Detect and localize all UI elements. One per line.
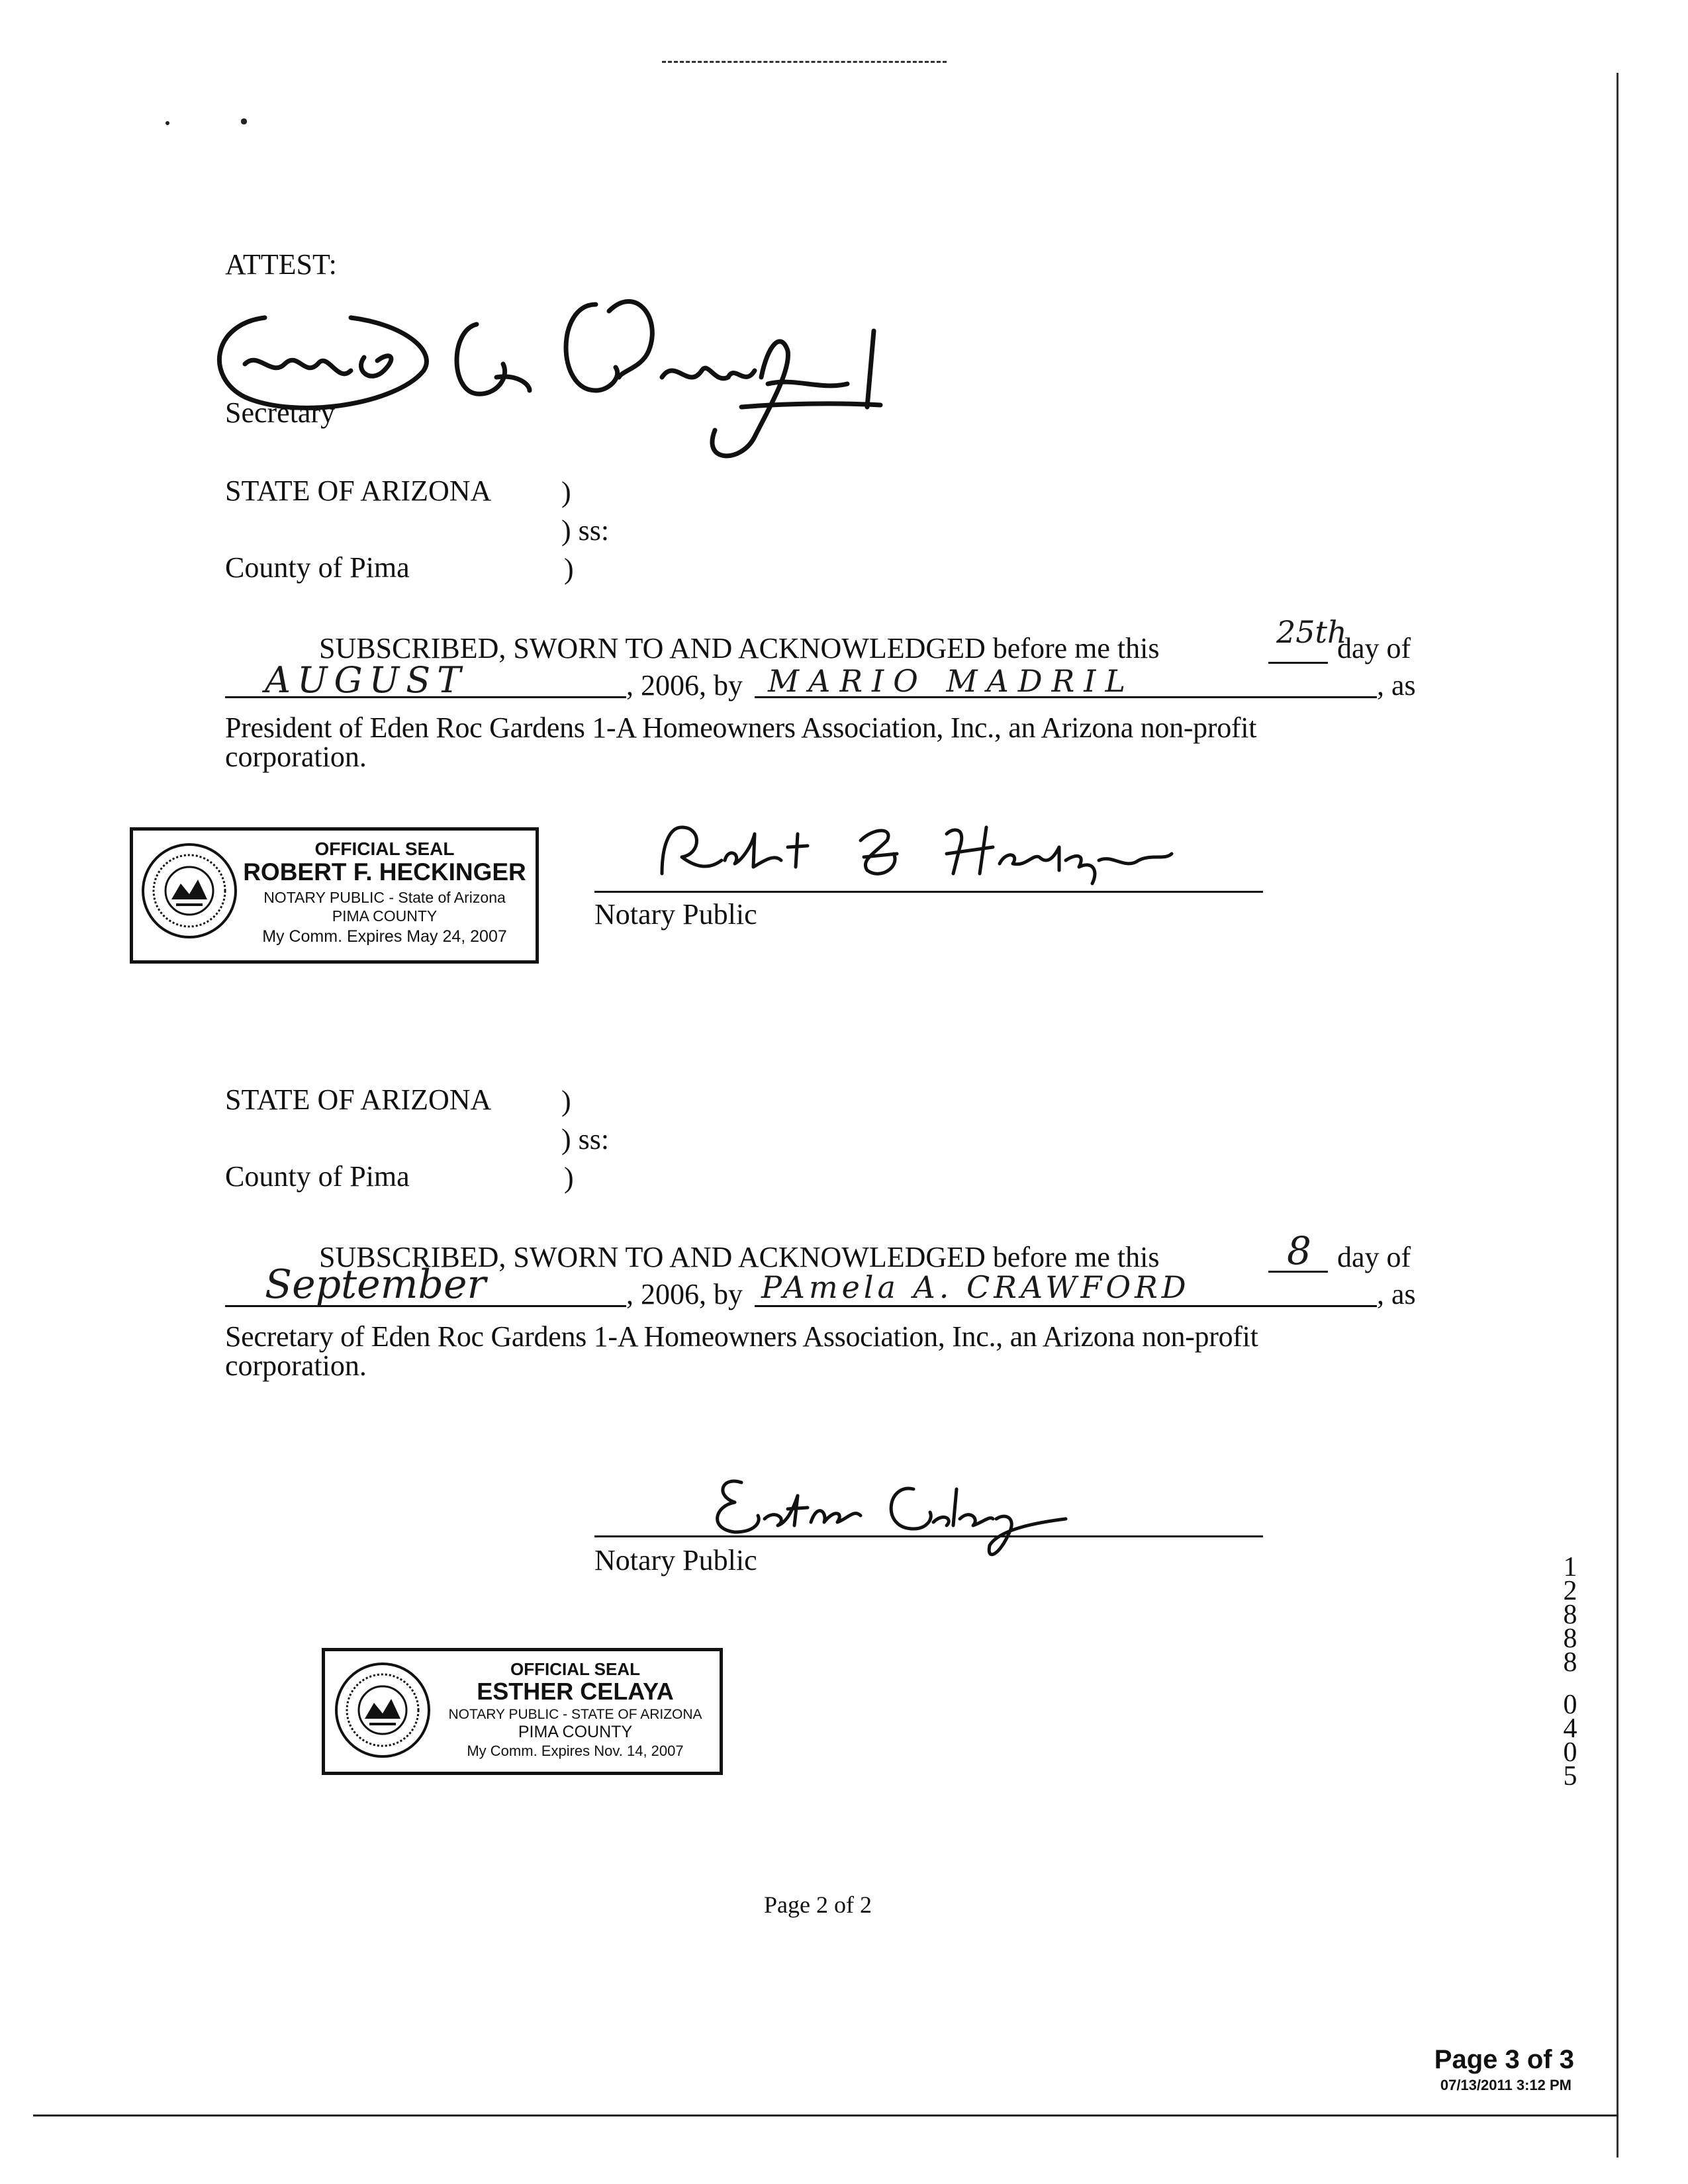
- notary-1-signature: [635, 807, 1192, 900]
- venue-paren-1: ): [561, 476, 571, 508]
- ack-as-2: , as: [1377, 1278, 1416, 1310]
- seal-2-line-1: NOTARY PUBLIC - STATE OF ARIZONA: [448, 1707, 702, 1722]
- scan-artifact-top: [662, 61, 947, 65]
- seal-2-line-3: My Comm. Expires Nov. 14, 2007: [467, 1743, 684, 1759]
- ack-as-1: , as: [1377, 669, 1416, 702]
- attest-signature: [185, 278, 900, 477]
- ack-month-value-2: September: [265, 1261, 487, 1308]
- ack-day-value-1: 25th: [1276, 614, 1347, 650]
- venue-paren-3: ): [564, 553, 574, 585]
- ss-line-2: ) ss:: [561, 1123, 610, 1156]
- scan-dot-right: [241, 118, 247, 124]
- ack-body-line-1a: President of Eden Roc Gardens 1-A Homeowners Association, Inc., an Arizona non-profit: [225, 711, 1257, 744]
- recording-docket-number: 12888: [1563, 1552, 1577, 1678]
- seal-2-name: ESTHER CELAYA: [477, 1678, 674, 1705]
- seal-1-line-3: My Comm. Expires May 24, 2007: [262, 927, 507, 946]
- state-line-1: STATE OF ARIZONA: [225, 475, 492, 507]
- venue-2-paren-3: ): [564, 1161, 574, 1194]
- ack-lead-2: SUBSCRIBED, SWORN TO AND ACKNOWLEDGED before me this: [319, 1241, 1160, 1273]
- fax-page-label: Page 3 of 3: [1434, 2045, 1574, 2074]
- notary-seal-2: [322, 1648, 723, 1775]
- ack-lead-1: SUBSCRIBED, SWORN TO AND ACKNOWLEDGED before me this: [319, 632, 1160, 664]
- notary-1-title: Notary Public: [594, 898, 757, 931]
- seal-2-line-2: PIMA COUNTY: [518, 1723, 633, 1741]
- ack-person-value-1: MARIO MADRIL: [768, 663, 1135, 699]
- notary-seal-1: [130, 827, 539, 964]
- arizona-state-seal-icon-1: [140, 841, 239, 940]
- county-line-1: County of Pima: [225, 551, 410, 584]
- seal-1-line-1: NOTARY PUBLIC - State of Arizona: [263, 889, 506, 906]
- seal-2-heading: OFFICIAL SEAL: [510, 1659, 640, 1679]
- recording-page-number: 0405: [1563, 1690, 1577, 1792]
- ss-line-1: ) ss:: [561, 514, 610, 547]
- seal-1-name: ROBERT F. HECKINGER: [243, 858, 526, 886]
- right-edge-line: [1617, 73, 1618, 2158]
- ack-day-suffix-1: day of: [1337, 632, 1411, 664]
- county-line-2: County of Pima: [225, 1160, 410, 1193]
- seal-1-heading: OFFICIAL SEAL: [314, 839, 455, 859]
- ack-month-value-1: AUGUST: [265, 659, 468, 701]
- ack-person-value-2: PAmela A. CRAWFORD: [761, 1269, 1190, 1305]
- venue-2-paren-1: ): [561, 1085, 571, 1117]
- attest-signer-title: Secretary: [225, 396, 336, 429]
- ack-body-line-1b: corporation.: [225, 741, 367, 773]
- ack-person-rule-2: [755, 1305, 1377, 1307]
- attest-label: ATTEST:: [225, 248, 337, 281]
- ack-year-by-2: , 2006, by: [626, 1278, 743, 1310]
- ack-body-line-2b: corporation.: [225, 1349, 367, 1382]
- page-of-footer: Page 2 of 2: [764, 1891, 872, 1918]
- fax-timestamp: 07/13/2011 3:12 PM: [1440, 2077, 1571, 2093]
- scan-dot-left: [165, 121, 169, 125]
- ack-year-by-1: , 2006, by: [626, 669, 743, 702]
- arizona-state-seal-icon-2: [333, 1661, 432, 1760]
- state-line-2: STATE OF ARIZONA: [225, 1083, 492, 1116]
- ack-day-suffix-2: day of: [1337, 1241, 1411, 1273]
- seal-1-line-2: PIMA COUNTY: [332, 907, 438, 925]
- ack-day-rule-1: [1268, 662, 1328, 664]
- notary-2-signature-line: [594, 1535, 1263, 1537]
- bottom-edge-line: [33, 2115, 1618, 2116]
- ack-day-value-2: 8: [1287, 1228, 1311, 1273]
- notary-1-signature-line: [594, 891, 1263, 893]
- notary-2-title: Notary Public: [594, 1544, 757, 1576]
- ack-body-line-2a: Secretary of Eden Roc Gardens 1-A Homeowners Association, Inc., an Arizona non-profit: [225, 1320, 1258, 1353]
